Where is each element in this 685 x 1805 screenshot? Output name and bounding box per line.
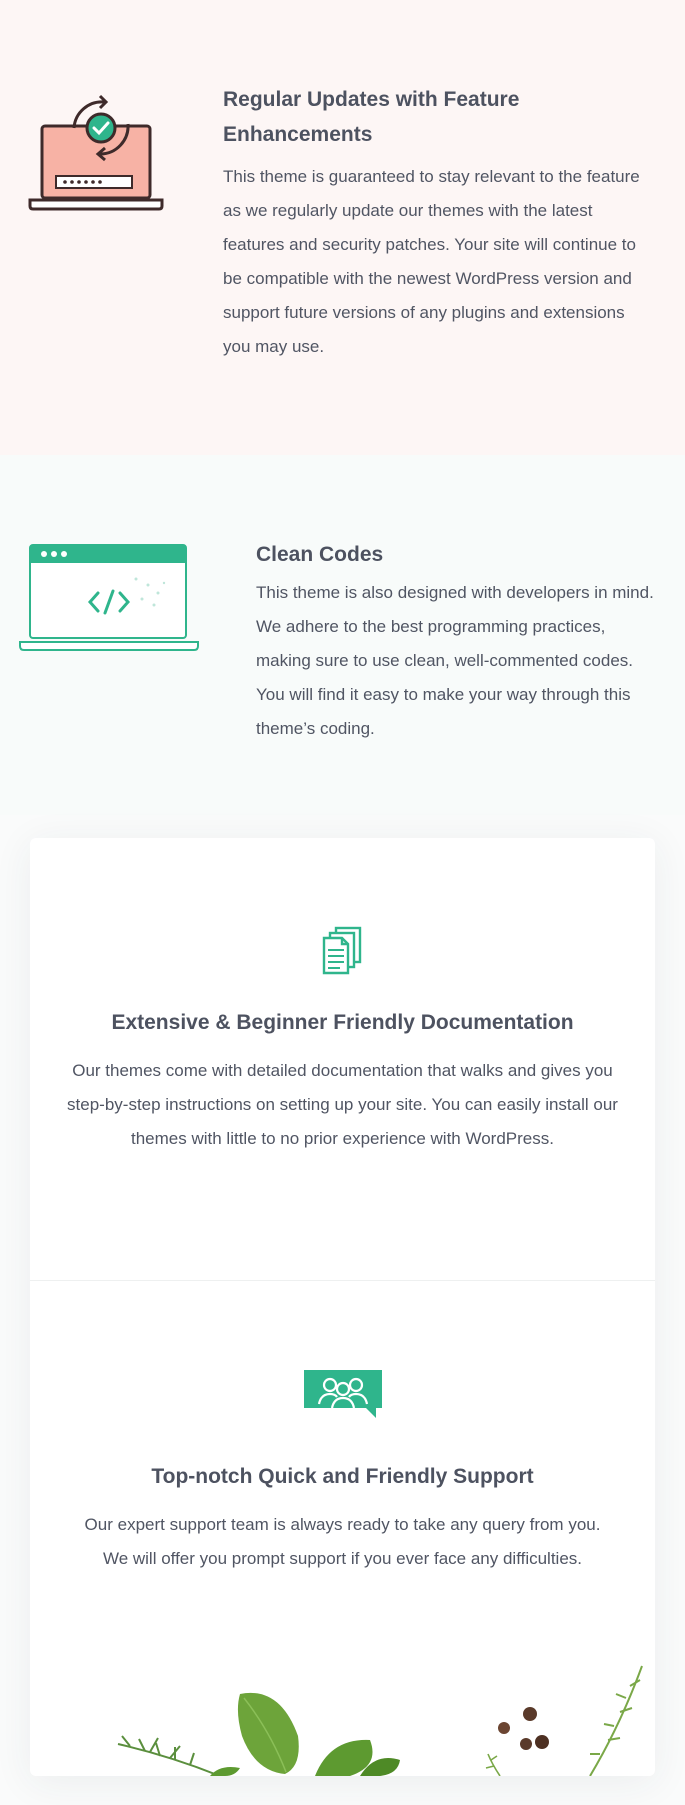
feature-body: This theme is also designed with developers in mind. We adhere to the best programming practices, making sure to use clean, well-commented codes. You will find it easy to make your way through this theme’s coding. [256,583,654,738]
card-divider [30,1280,655,1281]
support-block [30,1368,655,1576]
documentation-block [30,926,655,1156]
features-card [30,838,655,1776]
laptop-code-icon [18,543,200,655]
feature-title: Clean Codes [256,543,384,566]
herbs-decoration [30,1656,655,1776]
feature-codes-text [256,537,656,746]
support-team-icon [302,1368,384,1420]
feature-title: Regular Updates with Feature Enhancements [223,88,520,146]
card-body: Our themes come with detailed documentation that walks and gives you step-by-step instructions on setting up your site. You can easily install our themes with little to no prior experience with WordPress. [67,1061,618,1148]
card-body: Our expert support team is always ready to take any query from you. We will offer you prompt support if you ever face any difficulties. [84,1515,601,1568]
feature-updates-text [223,82,653,364]
documents-icon [322,926,364,976]
section-regular-updates [0,0,685,455]
feature-body: This theme is guaranteed to stay relevant to the feature as we regularly update our themes with the latest features and security patches. Your site will continue to be compatible with the newest WordPress version and support future versions of any plugins and extensions you may use. [223,167,640,356]
rosemary-left [118,1736,220,1776]
card-title: Top-notch Quick and Friendly Support [151,1465,534,1488]
section-clean-codes [0,455,685,815]
card-title: Extensive & Beginner Friendly Documentation [111,1011,574,1034]
laptop-update-icon [28,88,164,213]
thyme-right [590,1666,642,1776]
